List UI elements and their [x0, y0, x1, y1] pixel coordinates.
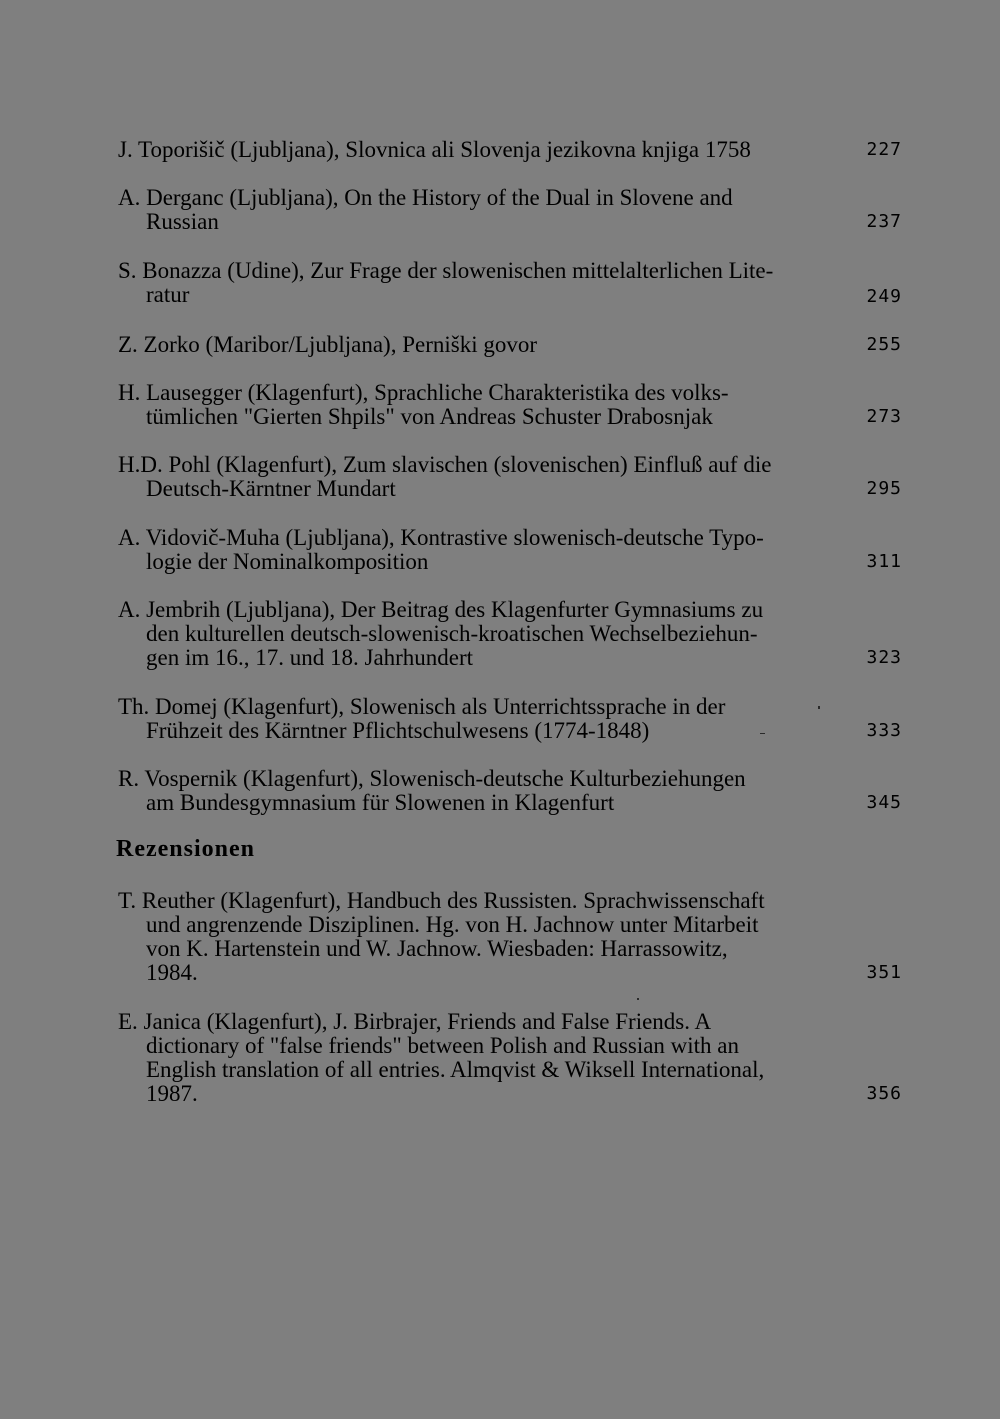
toc-page-number: 295: [866, 478, 902, 499]
toc-entry-line: den kulturellen deutsch-slowenisch-kroatischen Wechselbeziehun-: [146, 621, 758, 646]
toc-entry-line: am Bundesgymnasium für Slowenen in Klagenfurt: [146, 790, 615, 815]
toc-entry: [118, 259, 902, 309]
section-heading-reviews: Rezensionen: [116, 836, 255, 862]
toc-entry-line: tümlichen "Gierten Shpils" von Andreas Schuster Drabosnjak: [146, 404, 713, 429]
review-entry-line: dictionary of "false friends" between Polish and Russian with an: [146, 1033, 740, 1058]
toc-entry-line: J. Toporišič (Ljubljana), Slovnica ali Slovenja jezikovna knjiga 1758: [118, 137, 751, 162]
toc-entry-text: [118, 333, 838, 357]
toc-entry-line: H. Lausegger (Klagenfurt), Sprachliche Charakteristika des volks-: [118, 380, 729, 405]
review-page-number: 356: [866, 1083, 902, 1104]
review-entry-line: 1987.: [146, 1081, 198, 1106]
toc-entry-line: A. Derganc (Ljubljana), On the History of the Dual in Slovene and: [118, 185, 733, 210]
review-entry-line: 1984.: [146, 960, 198, 985]
scan-speck: [818, 706, 820, 709]
toc-page-number: 237: [866, 211, 902, 232]
toc-entry-line: A. Jembrih (Ljubljana), Der Beitrag des Klagenfurter Gymnasiums zu: [118, 597, 764, 622]
toc-entry-text: [118, 598, 838, 670]
toc-entry-line: Z. Zorko (Maribor/Ljubljana), Perniški govor: [118, 332, 538, 357]
toc-entry: [118, 333, 902, 357]
toc-page-number: 333: [866, 720, 902, 741]
toc-entry-text: [118, 767, 838, 815]
review-entry-line: T. Reuther (Klagenfurt), Handbuch des Russisten. Sprachwissenschaft: [118, 888, 765, 913]
review-entry: [118, 1010, 902, 1106]
toc-entry: [118, 453, 902, 501]
toc-page-number: 311: [866, 551, 902, 572]
review-entry-line: von K. Hartenstein und W. Jachnow. Wiesbaden: Harrassowitz,: [146, 936, 728, 961]
toc-page-number: 273: [866, 406, 902, 427]
toc-entry-line: Deutsch-Kärntner Mundart: [146, 476, 396, 501]
toc-entry-text: [118, 381, 838, 429]
toc-entry-line: S. Bonazza (Udine), Zur Frage der slowenischen mittelalterlichen Lite-: [118, 258, 774, 283]
review-entry-text: [118, 1010, 838, 1106]
toc-entry: [118, 526, 902, 574]
scan-speck: [637, 998, 639, 1000]
toc-entry: [118, 695, 902, 743]
review-entry-line: und angrenzende Disziplinen. Hg. von H. Jachnow unter Mitarbeit: [146, 912, 759, 937]
toc-entry: [118, 138, 902, 162]
toc-page-number: 345: [866, 792, 902, 813]
review-entry-line: English translation of all entries. Almqvist & Wiksell International,: [146, 1057, 765, 1082]
toc-entry-text: [118, 138, 838, 162]
toc-entry-line: Russian: [146, 209, 219, 234]
review-entry-text: [118, 889, 838, 985]
toc-page-number: 227: [866, 139, 902, 160]
scan-speck: [760, 733, 765, 734]
toc-entry-text: [118, 186, 838, 234]
toc-entry-line: A. Vidovič-Muha (Ljubljana), Kontrastive slowenisch-deutsche Typo-: [118, 525, 764, 550]
toc-entry-line: Frühzeit des Kärntner Pflichtschulwesens (1774-1848): [146, 718, 650, 743]
toc-entry-line: ratur: [146, 282, 190, 307]
toc-entry-text: [118, 526, 838, 574]
toc-page-number: 249: [866, 286, 902, 307]
toc-entry-line: logie der Nominalkomposition: [146, 549, 429, 574]
toc-page-number: 323: [866, 647, 902, 668]
toc-entry-line: R. Vospernik (Klagenfurt), Slowenisch-deutsche Kulturbeziehungen: [118, 766, 746, 791]
toc-entry-text: [118, 695, 838, 743]
toc-entry-line: gen im 16., 17. und 18. Jahrhundert: [146, 645, 474, 670]
toc-entry: [118, 186, 902, 234]
review-entry: [118, 889, 902, 985]
review-entry-line: E. Janica (Klagenfurt), J. Birbrajer, Friends and False Friends. A: [118, 1009, 712, 1034]
toc-entry: [118, 598, 902, 670]
toc-page-number: 255: [866, 334, 902, 355]
toc-entry-text: [118, 453, 838, 501]
review-page-number: 351: [866, 962, 902, 983]
toc-entry-line: Th. Domej (Klagenfurt), Slowenisch als Unterrichtssprache in der: [118, 694, 726, 719]
toc-entry-text: [118, 259, 838, 307]
toc-entry-line: H.D. Pohl (Klagenfurt), Zum slavischen (slovenischen) Einfluß auf die: [118, 452, 772, 477]
toc-entry: [118, 767, 902, 815]
toc-entry: [118, 381, 902, 429]
